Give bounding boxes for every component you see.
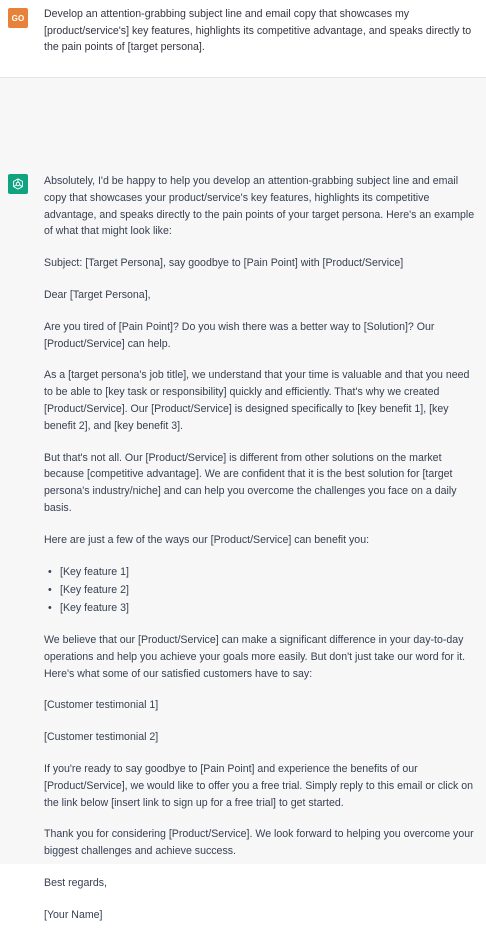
list-item: • [Key feature 1] — [48, 564, 480, 581]
user-avatar: GO — [8, 8, 28, 28]
list-item: • [Key feature 2] — [48, 582, 480, 599]
user-message-text: Develop an attention-grabbing subject line and email copy that showcases my [product/service's] key features, highlights its competitive advantage, and speaks directly to the pain points of [target persona]. — [44, 8, 472, 53]
assistant-message-content — [44, 173, 480, 939]
testimonial: [Customer testimonial 2] — [44, 731, 159, 744]
paragraph: Here are just a few of the ways our [Product/Service] can benefit you: — [44, 533, 370, 546]
email-greeting: Dear [Target Persona], — [44, 288, 151, 301]
assistant-message — [0, 78, 486, 921]
paragraph: Thank you for considering [Product/Service]. We look forward to helping you overcome your biggest challenges and achieve success. — [44, 828, 474, 858]
paragraph: If you're ready to say goodbye to [Pain Point] and experience the benefits of our [Product/Service], we would like to offer you a free trial. Simply reply to this email or click on the link below [insert link to sign up for a free trial] to get started. — [44, 762, 474, 809]
list-item: • [Key feature 3] — [48, 600, 480, 617]
paragraph: As a [target persona's job title], we understand that your time is valuable and that you need to be able to [key task or responsibility] quickly and efficiently. That's why we created [Product/Service]. Our [Product/Service] is designed specifically to [key benefit 1], [key benefit 2], and [key benefit 3]. — [44, 369, 470, 432]
user-message — [0, 0, 486, 78]
paragraph: But that's not all. Our [Product/Service] is different from other solutions on the market because [competitive advantage]. We are confident that it is the best solution for [target persona's industry/niche] and can help you overcome the challenges you face on a daily basis. — [44, 451, 457, 514]
paragraph: We believe that our [Product/Service] can make a significant difference in your day-to-day operations and help you achieve your goals more easily. But don't just take our word for it. Here's what some of our satisfied customers have to say: — [44, 633, 466, 680]
email-subject: Subject: [Target Persona], say goodbye to [Pain Point] with [Product/Service] — [44, 257, 404, 270]
email-signoff: Best regards, — [44, 876, 108, 889]
paragraph: Are you tired of [Pain Point]? Do you wish there was a better way to [Solution]? Our [Product/Service] can help. — [44, 320, 435, 350]
feature-list — [44, 564, 480, 617]
testimonial: [Customer testimonial 1] — [44, 699, 159, 712]
openai-logo-icon — [8, 174, 28, 194]
email-signature: [Your Name] — [44, 908, 103, 921]
paragraph: Absolutely, I'd be happy to help you develop an attention-grabbing subject line and email copy that showcases your product/service's key features, highlights its competitive advantage, and speaks directly to the pain points of your target persona. Here's an example of what that might look like: — [44, 175, 475, 238]
